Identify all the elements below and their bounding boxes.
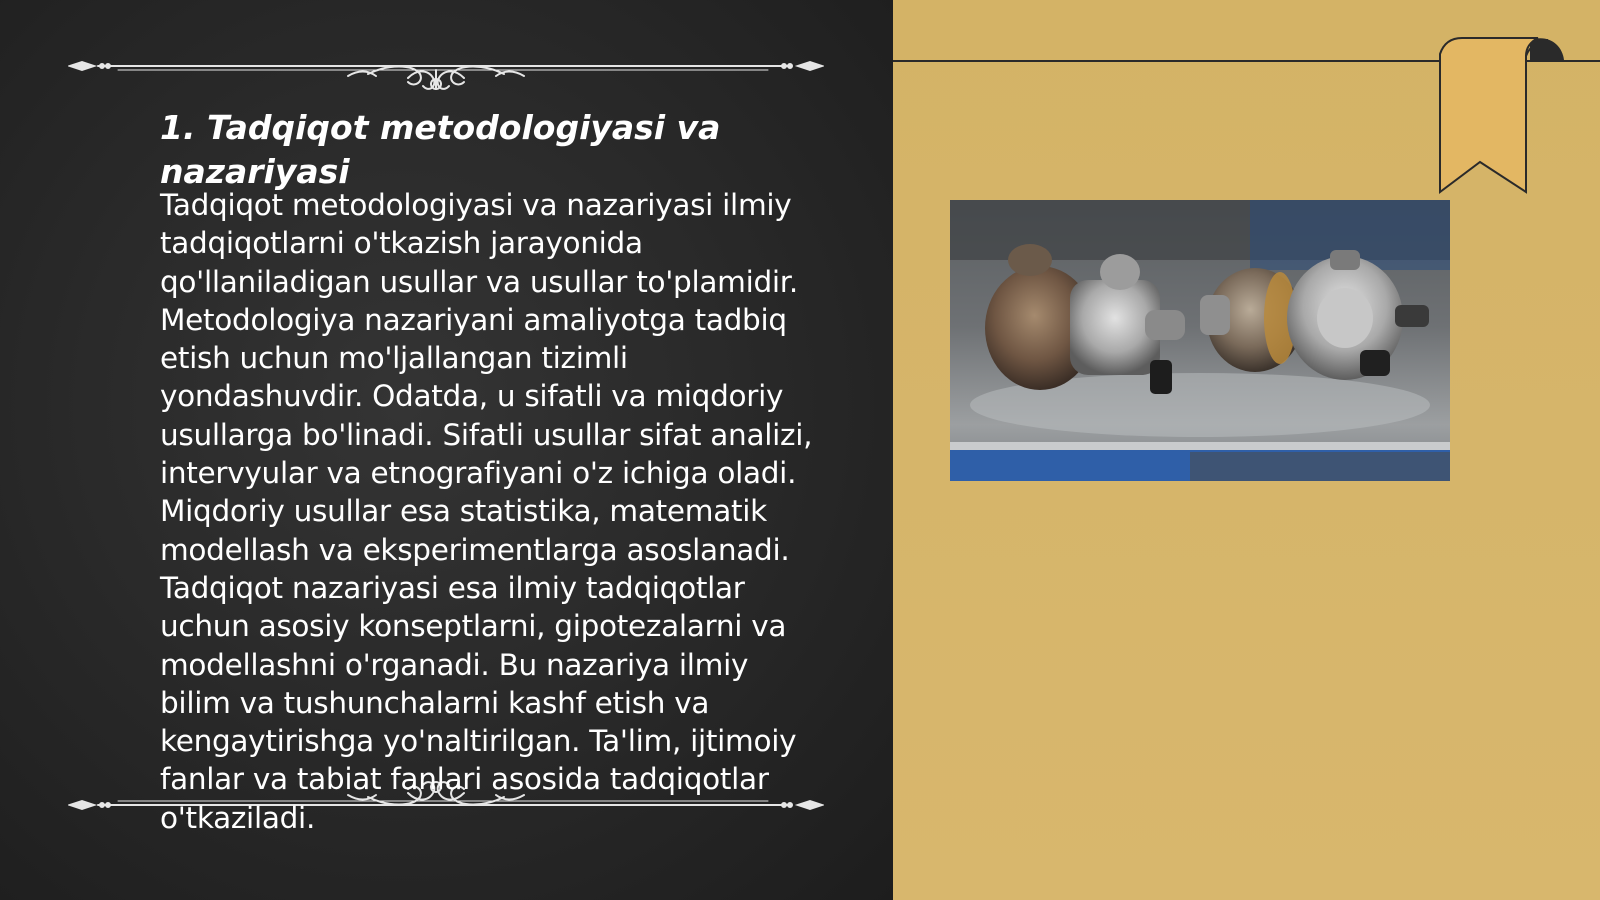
top-ornament-icon bbox=[68, 40, 824, 90]
turbocharger-photo bbox=[950, 200, 1450, 481]
slide-title: 1. Tadqiqot metodologiyasi va nazariyasi bbox=[160, 108, 721, 191]
bookmark-ribbon-icon bbox=[1430, 34, 1600, 204]
slide-body-text: Tadqiqot metodologiyasi va nazariyasi ilmiy tadqiqotlarni o'tkazish jarayonida qo'llaniladigan usullar va usullar to'plamidir. Metodologiya nazariyani amaliyotga tadbiq etish uchun mo'ljallangan tizimli yondashuvdir. Odatda, u sifatli va miqdoriy usullarga bo'linadi. Sifatli usullar sifat analizi, intervyular va etnografiyani o'z ichiga oladi. Miqdoriy usullar esa statistika, matematik modellash va eksperimentlarga asoslanadi. Tadqiqot nazariyasi esa ilmiy tadqiqotlar uchun asosiy konseptlarni, gipotezalarni va modellashni o'rganadi. Bu nazariya ilmiy bilim va tushunchalarni kashf etish va kengaytirishga yo'naltirilgan. Ta'lim, ijtimoiy fanlar va tabiat fanlari asosida tadqiqotlar o'tkaziladi. bbox=[160, 188, 813, 835]
